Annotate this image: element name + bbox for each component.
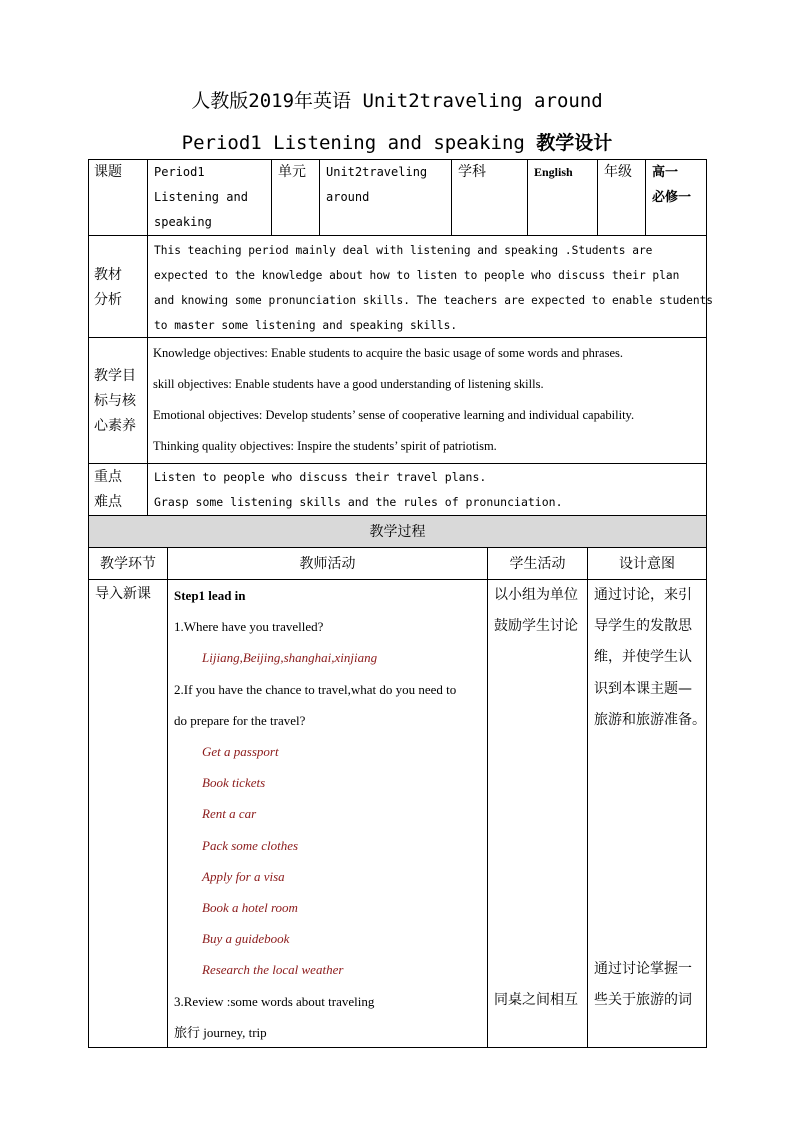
vocab-line: 旅行 journey, trip [174, 1024, 267, 1040]
title-design: 教学设计 [536, 132, 613, 154]
document-title-line1: 人教版2019年英语 Unit2traveling around [191, 90, 603, 112]
objectives-label-line: 教学目 [94, 368, 136, 384]
analysis-line: to master some listening and speaking skills. [154, 319, 458, 332]
grade-line: 必修一 [652, 190, 692, 205]
question-1: 1.Where have you travelled? [174, 619, 324, 635]
prep-item: Rent a car [202, 806, 257, 822]
column-teacher: 教师活动 [168, 548, 488, 580]
answer-1: Lijiang,Beijing,shanghai,xinjiang [202, 650, 378, 666]
objective-line: Emotional objectives: Develop students’ sense of cooperative learning and individual capability. [153, 408, 635, 422]
student-line: 同桌之间相互 [494, 992, 578, 1009]
grade-label: 年级 [598, 159, 646, 236]
analysis-label [88, 236, 148, 338]
step-title: Step1 lead in [174, 588, 246, 603]
intent-line: 通过讨论，来引 [594, 587, 692, 603]
analysis-line: expected to the knowledge about how to listen to people who discuss their plan [154, 269, 680, 282]
topic-line: speaking [154, 215, 212, 229]
objectives-label [88, 338, 148, 464]
student-line: 以小组为单位 [494, 587, 578, 603]
prep-item: Pack some clothes [202, 837, 299, 853]
intent-line: 导学生的发散思 [594, 618, 692, 635]
teacher-activity [168, 580, 488, 1048]
objectives-text [148, 338, 707, 464]
design-intent [588, 580, 707, 1048]
analysis-label-line: 分析 [94, 292, 122, 308]
keypoint-line: Grasp some listening skills and the rules of pronunciation. [154, 495, 563, 509]
intent-line: 些关于旅游的词 [594, 992, 692, 1009]
keypoints-label [88, 464, 148, 516]
prep-item: Buy a guidebook [202, 931, 290, 947]
prep-item: Research the local weather [202, 962, 344, 978]
intent-line: 识到本课主题— [594, 680, 692, 697]
question-3: 3.Review :some words about traveling [174, 993, 375, 1009]
intent-line: 通过讨论掌握一 [594, 961, 692, 978]
process-header: 教学过程 [88, 516, 707, 548]
topic-label: 课题 [88, 159, 148, 236]
keypoints-label-line: 重点 [94, 469, 122, 485]
intent-line: 维，并使学生认 [594, 649, 692, 666]
title-period: Period1 Listening and speaking [181, 132, 525, 154]
unit-label: 单元 [272, 159, 320, 236]
analysis-line: This teaching period mainly deal with listening and speaking .Students are [154, 244, 653, 257]
analysis-line: and knowing some pronunciation skills. The teachers are expected to enable students [154, 294, 714, 307]
topic-line: Listening and [154, 190, 248, 204]
prep-item: Get a passport [202, 744, 279, 760]
objective-line: Thinking quality objectives: Inspire the students’ spirit of patriotism. [153, 439, 497, 453]
question-2-cont: do prepare for the travel? [174, 712, 306, 728]
analysis-text [148, 236, 714, 338]
prep-item: Apply for a visa [202, 868, 285, 884]
keypoint-line: Listen to people who discuss their travel plans. [154, 470, 487, 484]
prep-item: Book tickets [202, 775, 266, 791]
student-activity [488, 580, 588, 1048]
objectives-label-line: 心素养 [94, 418, 136, 434]
objectives-label-line: 标与核 [94, 393, 136, 409]
grade-line: 高一 [652, 165, 679, 180]
subject-label: 学科 [452, 159, 528, 236]
stage-cell: 导入新课 [88, 580, 168, 1048]
keypoints-text [148, 464, 707, 516]
prep-item: Book a hotel room [202, 900, 298, 916]
grade-value [646, 159, 707, 236]
column-stage: 教学环节 [88, 548, 168, 580]
topic-line: Period1 [154, 165, 205, 179]
analysis-label-line: 教材 [94, 267, 122, 283]
unit-line: Unit2traveling [326, 165, 428, 179]
topic-value [148, 159, 272, 236]
column-student: 学生活动 [488, 548, 588, 580]
question-2: 2.If you have the chance to travel,what do you need to [174, 681, 457, 697]
unit-value [320, 159, 452, 236]
unit-line: around [326, 190, 370, 204]
keypoints-label-line: 难点 [94, 494, 122, 510]
intent-line: 旅游和旅游准备。 [594, 711, 706, 728]
subject-value: English [528, 159, 598, 236]
objective-line: skill objectives: Enable students have a good understanding of listening skills. [153, 377, 544, 391]
student-line: 鼓励学生讨论 [494, 618, 578, 635]
document-title-line2 [0, 128, 794, 155]
objective-line: Knowledge objectives: Enable students to acquire the basic usage of some words and phrases. [153, 346, 624, 360]
column-intent: 设计意图 [588, 548, 707, 580]
